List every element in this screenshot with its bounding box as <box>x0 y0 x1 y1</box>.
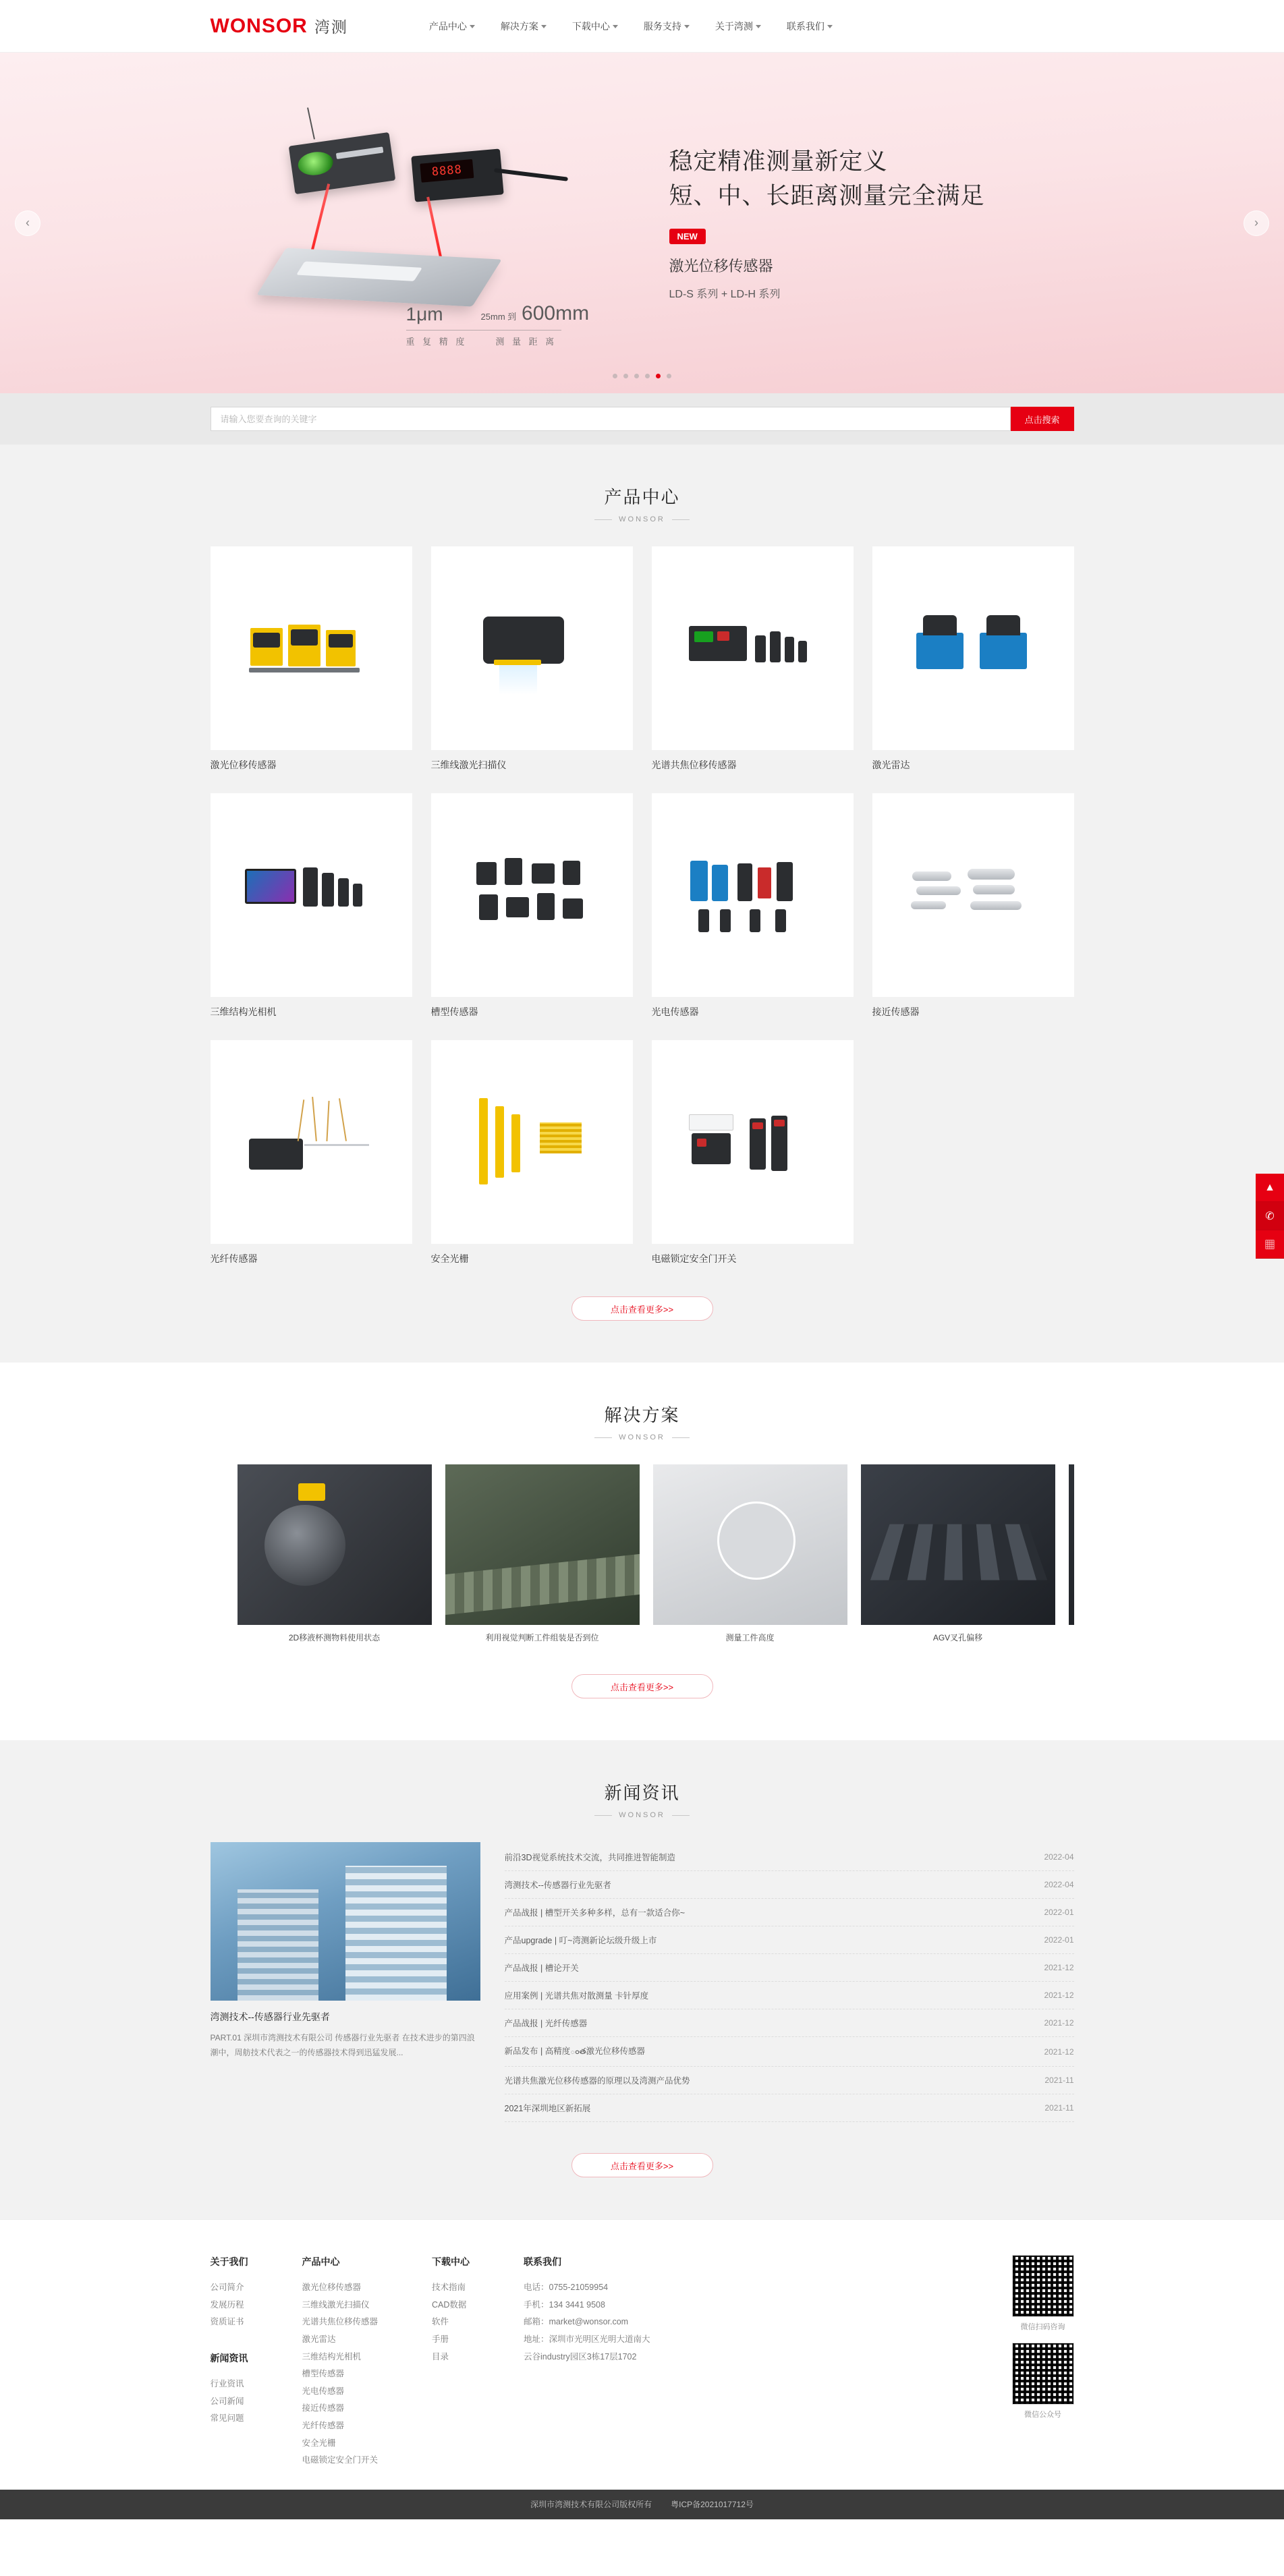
footer-link[interactable]: 目录 <box>432 2351 449 2362</box>
solution-caption: 测量工件高度 <box>725 1633 775 1642</box>
spec-range-value: 600mm <box>522 302 590 324</box>
qrcode-wechat-icon <box>1012 2343 1074 2405</box>
products-title: 产品中心 <box>604 487 680 507</box>
chevron-down-icon <box>541 25 547 28</box>
product-card-photoelectric[interactable] <box>652 793 854 1019</box>
search-section <box>0 393 1284 445</box>
spec-range-label: 测 量 距 离 <box>495 337 557 347</box>
solution-card[interactable] <box>861 1464 1055 1643</box>
product-image <box>211 1040 412 1244</box>
solutions-title: 解决方案 <box>604 1405 680 1425</box>
news-item-date: 2022-01 <box>1044 1935 1074 1945</box>
news-feature-title: 湾测技术--传感器行业先驱者 <box>210 2011 330 2022</box>
news-item-date: 2022-04 <box>1044 1880 1074 1889</box>
cable-decoration <box>494 168 568 181</box>
news-item-title: 新品发布 | 高精度ంత激光位移传感器 <box>504 2047 645 2056</box>
news-item-title: 前沿3D视觉系统技术交流，共同推进智能制造 <box>504 1853 675 1862</box>
nav-item-support[interactable] <box>644 20 690 33</box>
product-card-door-switch[interactable] <box>652 1040 854 1265</box>
news-feature-desc: PART.01 深圳市湾测技术有限公司 传感器行业先驱者 在技术进步的第四浪潮中，周舫技术代表之一的传感器技术得到迅猛发展... <box>210 2033 475 2058</box>
news-item-date: 2021-12 <box>1044 2047 1074 2057</box>
solution-card[interactable] <box>653 1464 847 1643</box>
laser-sensor-device <box>288 132 395 194</box>
footer-link[interactable]: 接近传感器 <box>302 2403 345 2413</box>
qrcode-consult-icon <box>1012 2255 1074 2317</box>
product-card-laser-displacement[interactable] <box>211 546 412 772</box>
carousel-dot[interactable] <box>613 374 617 378</box>
footer-link[interactable]: 行业资讯 <box>210 2378 244 2388</box>
news-item-date: 2021-11 <box>1044 2076 1074 2085</box>
news-item-date: 2022-04 <box>1044 1852 1074 1862</box>
news-section <box>0 1740 1284 2219</box>
footer-heading: 联系我们 <box>524 2256 562 2267</box>
nav-item-products[interactable] <box>429 20 475 33</box>
news-item-title: 产品upgrade | 叮~湾测新论坛级升级上市 <box>504 1936 657 1945</box>
nav-item-downloads[interactable] <box>572 20 618 33</box>
news-list-item[interactable] <box>505 1982 1074 2009</box>
product-name: 三维结构光相机 <box>210 1006 277 1017</box>
chevron-down-icon <box>756 25 761 28</box>
news-list-item[interactable] <box>505 1871 1074 1899</box>
products-subtitle: WONSOR <box>619 515 665 523</box>
news-title: 新闻资讯 <box>604 1783 680 1803</box>
news-item-title: 产品战报 | 光纤传感器 <box>504 2019 588 2028</box>
news-item-title: 2021年深圳地区新拓展 <box>504 2104 591 2113</box>
product-image <box>652 546 854 750</box>
footer-link[interactable]: 常见问题 <box>210 2413 244 2424</box>
qrcode-caption: 微信公众号 <box>1024 2411 1061 2419</box>
spec-range-prefix: 25mm 到 <box>480 312 517 322</box>
nav-label: 关于湾测 <box>715 20 753 32</box>
product-name: 光谱共焦位移传感器 <box>651 760 737 770</box>
footer-link[interactable]: 电磁锁定安全门开关 <box>302 2455 379 2465</box>
solution-image <box>1069 1464 1074 1625</box>
news-item-title: 光谱共焦激光位移传感器的原理以及湾测产品优势 <box>504 2076 690 2086</box>
product-name: 三维线激光扫描仪 <box>430 760 507 770</box>
product-image <box>431 793 633 997</box>
product-card-line-scanner[interactable] <box>431 546 633 772</box>
hero-product-name: 激光位移传感器 <box>669 257 773 275</box>
carousel-dot[interactable] <box>634 374 639 378</box>
footer-link[interactable]: 软件 <box>432 2317 449 2327</box>
spec-repeat-accuracy-label: 重 复 精 度 <box>406 337 468 347</box>
chevron-down-icon <box>470 25 475 28</box>
footer-link[interactable]: 光谱共焦位移传感器 <box>302 2317 379 2327</box>
chevron-down-icon <box>613 25 618 28</box>
hero-banner <box>0 53 1284 393</box>
footer-link[interactable]: 手册 <box>432 2334 449 2344</box>
contact-address-line2: 云谷industry园区3栋17层1702 <box>524 2351 637 2362</box>
product-image <box>872 546 1074 750</box>
product-name: 接近传感器 <box>872 1006 920 1017</box>
solutions-subtitle: WONSOR <box>619 1433 665 1441</box>
footer-heading: 产品中心 <box>302 2256 340 2267</box>
hero-headline-1: 稳定精准测量新定义 <box>669 148 888 175</box>
back-to-top-button[interactable]: ▲ <box>1256 1174 1284 1202</box>
nav-label: 解决方案 <box>500 20 538 32</box>
footer-link[interactable]: CAD数据 <box>432 2299 467 2310</box>
chevron-down-icon <box>684 25 690 28</box>
footer-link[interactable]: 三维结构光相机 <box>302 2351 362 2362</box>
footer-column-about <box>211 2255 248 2469</box>
footer-column-contact <box>524 2255 650 2469</box>
footer-link[interactable]: 激光雷达 <box>302 2334 336 2344</box>
solution-image <box>445 1464 640 1625</box>
footer-link[interactable]: 资质证书 <box>210 2317 244 2327</box>
carousel-dot[interactable] <box>623 374 628 378</box>
carousel-prev-button[interactable]: ‹ <box>15 210 40 236</box>
footer-heading-news: 新闻资讯 <box>210 2352 248 2364</box>
hero-series: LD-S 系列 + LD-H 系列 <box>669 288 781 300</box>
copyright-text: 深圳市湾测技术有限公司版权所有 <box>530 2500 652 2510</box>
solution-image <box>238 1464 432 1625</box>
footer-column-downloads <box>432 2255 470 2469</box>
nav-label: 联系我们 <box>786 20 825 32</box>
carousel-dot[interactable] <box>645 374 650 378</box>
product-card-slot-sensor[interactable] <box>431 793 633 1019</box>
new-badge: NEW <box>669 229 706 244</box>
laser-beam-left <box>309 183 329 256</box>
news-item-title: 应用案例 | 光谱共焦对散测量 卡针厚度 <box>504 1991 649 2001</box>
laser-beam-right <box>426 196 443 260</box>
nav-label: 服务支持 <box>643 20 681 32</box>
news-list-item[interactable] <box>505 1843 1074 1871</box>
main-navigation <box>429 20 833 33</box>
search-input[interactable] <box>211 407 1011 431</box>
solutions-more-button[interactable]: 点击查看更多>> <box>571 1674 713 1698</box>
news-item-date: 2021-12 <box>1044 1991 1074 2000</box>
footer-heading: 关于我们 <box>210 2256 248 2267</box>
news-item-date: 2021-11 <box>1044 2103 1074 2113</box>
news-list-item[interactable] <box>505 2037 1074 2067</box>
product-card-lidar[interactable] <box>872 546 1074 772</box>
contact-mobile: 手机：134 3441 9508 <box>524 2299 605 2310</box>
news-list-item[interactable] <box>505 1926 1074 1954</box>
news-item-date: 2021-12 <box>1044 1963 1074 1972</box>
carousel-indicators <box>0 374 1284 378</box>
solution-card[interactable] <box>445 1464 640 1643</box>
news-more-button[interactable]: 点击查看更多>> <box>571 2153 713 2177</box>
news-list <box>505 1842 1074 2122</box>
news-feature[interactable] <box>211 1842 480 2060</box>
product-name: 槽型传感器 <box>430 1006 478 1017</box>
product-image <box>431 546 633 750</box>
hero-specs <box>406 302 590 347</box>
news-list-item[interactable] <box>505 2009 1074 2037</box>
footer-link[interactable]: 发展历程 <box>210 2299 244 2310</box>
product-image <box>652 793 854 997</box>
footer-heading: 下载中心 <box>432 2256 470 2267</box>
carousel-next-button[interactable]: › <box>1244 210 1269 236</box>
footer-link[interactable]: 光纤传感器 <box>302 2421 345 2430</box>
footer-link[interactable]: 公司简介 <box>210 2283 244 2292</box>
nav-item-about[interactable] <box>715 20 761 33</box>
site-footer <box>0 2219 1284 2490</box>
product-image <box>652 1040 854 1244</box>
footer-link[interactable]: 三维线激光扫描仪 <box>302 2299 370 2310</box>
measurement-stage <box>256 248 502 306</box>
solutions-carousel <box>211 1464 1074 1643</box>
products-section <box>0 445 1284 1363</box>
device-display: 8888 <box>420 159 474 182</box>
carousel-dot-active[interactable] <box>656 374 661 378</box>
contact-email: 邮箱：market@wonsor.com <box>524 2317 629 2327</box>
logo-chinese-name: 湾测 <box>314 18 348 36</box>
product-name: 激光位移传感器 <box>210 760 277 770</box>
nav-item-solutions[interactable] <box>501 20 547 33</box>
phone-icon-button[interactable]: ✆ <box>1256 1202 1284 1230</box>
news-item-date: 2022-01 <box>1044 1908 1074 1917</box>
footer-link[interactable]: 安全光栅 <box>302 2438 336 2448</box>
product-name: 光纤传感器 <box>210 1253 258 1264</box>
product-card-proximity[interactable] <box>872 793 1074 1019</box>
nav-item-contact[interactable] <box>787 20 833 33</box>
hero-copy <box>642 145 985 301</box>
spec-divider <box>406 330 561 331</box>
copyright-bar <box>0 2490 1284 2519</box>
nav-label: 产品中心 <box>428 20 467 32</box>
product-image <box>872 793 1074 997</box>
news-list-item[interactable] <box>505 1954 1074 1982</box>
footer-link[interactable]: 光电传感器 <box>302 2386 345 2396</box>
solution-image <box>861 1464 1055 1625</box>
footer-link[interactable]: 激光位移传感器 <box>302 2283 362 2292</box>
product-name: 电磁锁定安全门开关 <box>651 1253 737 1264</box>
footer-link[interactable]: 技术指南 <box>432 2283 466 2292</box>
news-subtitle: WONSOR <box>619 1811 665 1819</box>
solution-caption: AGV叉孔偏移 <box>932 1633 983 1642</box>
qrcode-caption: 微信扫码咨询 <box>1020 2323 1065 2331</box>
footer-qr-codes <box>1012 2255 1074 2469</box>
product-image <box>211 546 412 750</box>
spec-repeat-accuracy-value: 1μm <box>406 304 443 324</box>
product-image <box>211 793 412 997</box>
solution-card[interactable] <box>238 1464 432 1643</box>
product-image <box>431 1040 633 1244</box>
chevron-down-icon <box>827 25 833 28</box>
news-item-date: 2021-12 <box>1044 2018 1074 2028</box>
float-toolbar <box>1256 1174 1284 1259</box>
news-item-title: 产品战报 | 槽型开关多种多样，总有一款适合你~ <box>504 1908 685 1918</box>
logo-wordmark: WONSOR <box>210 14 308 37</box>
solution-image <box>653 1464 847 1625</box>
contact-phone: 电话：0755-21059954 <box>524 2283 609 2292</box>
products-more-button[interactable]: 点击查看更多>> <box>571 1296 713 1321</box>
contact-address-line1: 地址：深圳市光明区光明大道南大 <box>524 2334 650 2344</box>
carousel-dot[interactable] <box>667 374 671 378</box>
product-card-structured-light[interactable] <box>211 793 412 1019</box>
product-grid <box>211 546 1074 1265</box>
site-logo[interactable] <box>211 15 348 38</box>
nav-label: 下载中心 <box>571 20 610 32</box>
news-list-item[interactable] <box>505 2067 1074 2094</box>
product-card-light-curtain[interactable] <box>431 1040 633 1265</box>
product-card-fiber[interactable] <box>211 1040 412 1265</box>
product-name: 安全光栅 <box>430 1253 469 1264</box>
antenna-decoration <box>307 107 315 139</box>
controller-device <box>411 148 503 202</box>
search-button[interactable]: 点击搜索 <box>1011 407 1074 431</box>
icp-license[interactable]: 粤ICP备2021017712号 <box>671 2500 754 2510</box>
site-header <box>0 0 1284 53</box>
footer-column-products <box>302 2255 379 2469</box>
solutions-section <box>0 1363 1284 1740</box>
product-card-confocal[interactable] <box>652 546 854 772</box>
news-list-item[interactable] <box>505 2094 1074 2122</box>
solution-card-partial[interactable] <box>1069 1464 1074 1643</box>
qrcode-icon-button[interactable]: ▦ <box>1256 1230 1284 1259</box>
solution-caption: 利用视觉判断工件组装是否到位 <box>485 1633 599 1642</box>
footer-link[interactable]: 槽型传感器 <box>302 2369 345 2379</box>
product-name: 光电传感器 <box>651 1006 699 1017</box>
news-feature-image <box>211 1842 480 2001</box>
news-list-item[interactable] <box>505 1899 1074 1926</box>
hero-headline-2: 短、中、长距离测量完全满足 <box>669 183 985 209</box>
product-name: 激光雷达 <box>872 760 910 770</box>
news-item-title: 湾测技术--传感器行业先驱者 <box>504 1881 611 1890</box>
news-item-title: 产品战报 | 槽论开关 <box>504 1964 579 1973</box>
footer-link[interactable]: 公司新闻 <box>210 2396 244 2406</box>
solution-caption: 2D移液杯测物料使用状态 <box>288 1633 381 1642</box>
